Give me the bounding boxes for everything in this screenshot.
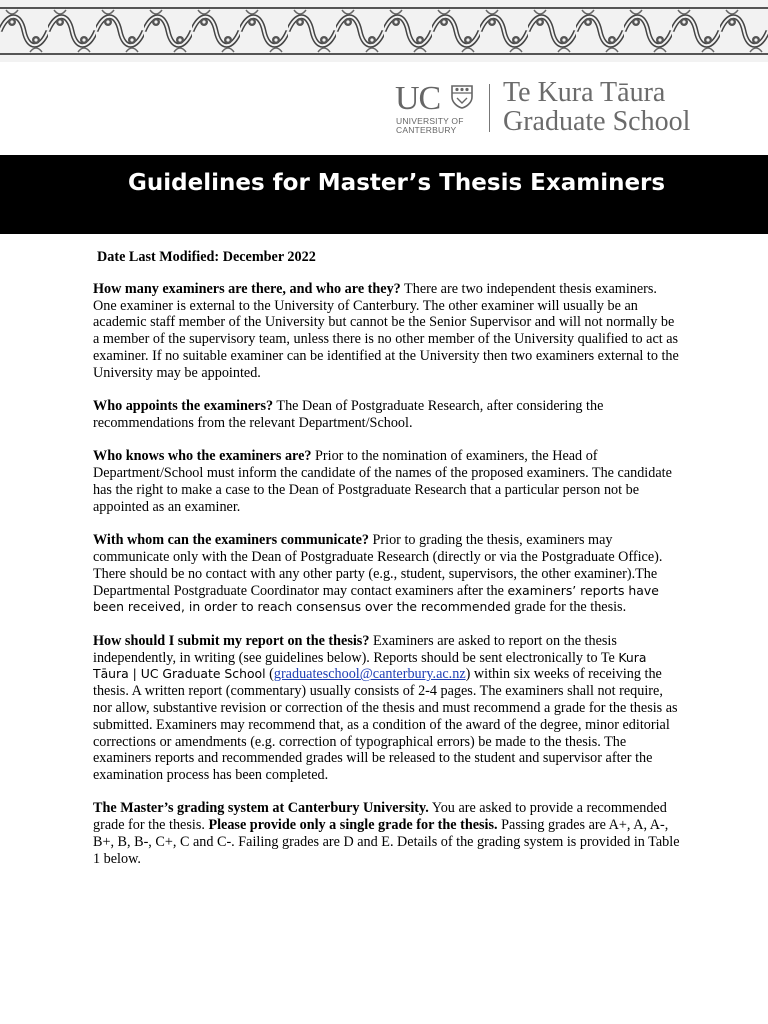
uc-logo-subtitle-1: UNIVERSITY OF — [396, 116, 464, 126]
section-communicate — [93, 532, 681, 616]
answer-text: ) within six weeks of receiving the thesis. A written report (commentary) usually consists of 2-4 pages. The examiners shall not require, nor allow, substantive revision or correction of the thesis and must recommend a grade for the thesis as submitted. Examiners may recommend that, as a condition of the award of the degree, minor editorial corrections or amendments (e.g. correction of typographical errors) be made to the thesis. The examiners reports and recommended grades will be released to the student and supervisor after the examination process has been completed. — [93, 666, 678, 784]
answer-text: Prior to grading the thesis, examiners may communicate only with the Dean of Postgraduate Research (directly or via the Postgraduate Office). There should be no contact with any other party (e.g., student, supervisors, the other examiner).The Departmental Postgraduate Coordinator may contact examiners after the — [93, 532, 663, 599]
logo-divider — [489, 84, 490, 132]
graduate-school-email-link[interactable]: graduateschool@canterbury.ac.nz — [273, 666, 466, 683]
uc-logo-subtitle-2: CANTERBURY — [396, 125, 457, 135]
date-last-modified: Date Last Modified: December 2022 — [97, 249, 316, 265]
question-heading: Who knows who the examiners are? — [93, 448, 312, 465]
kowhaiwhai-pattern — [0, 0, 768, 62]
section-submit-report — [93, 633, 681, 784]
section-who-knows — [93, 448, 681, 515]
logo-header — [0, 62, 768, 154]
question-heading: With whom can the examiners communicate? — [93, 532, 369, 549]
question-heading: The Master’s grading system at Canterbury University. — [93, 800, 429, 817]
section-how-many-examiners — [93, 281, 681, 382]
answer-text: The Dean of Postgraduate Research, after considering the recommendations from the relevant Department/School. — [93, 398, 604, 431]
single-grade-instruction: Please provide only a single grade for the thesis. — [208, 817, 498, 834]
answer-text: ( — [265, 666, 274, 683]
answer-text: You are asked to provide a recommended grade for the thesis. — [93, 800, 667, 834]
answer-text-sans: examiners’ reports have been received, in order to reach consensus over the recommended — [93, 582, 659, 615]
question-heading: How many examiners are there, and who are they? — [93, 280, 401, 297]
answer-text: Prior to the nomination of examiners, the Head of Department/School must inform the candidate of the names of the proposed examiners. The candidate has the right to make a case to the Dean of Postgraduate Research that a particular person not be appointed as an examiner. — [93, 448, 672, 515]
answer-text: Passing grades are A+, A, A-, B+, B, B-, C+, C and C-. Failing grades are D and E. Details of the grading system is provided in Table 1 below. — [93, 817, 680, 867]
uc-logo-letters: UC — [395, 80, 441, 117]
question-heading: Who appoints the examiners? — [93, 398, 274, 415]
section-who-appoints — [93, 398, 681, 432]
question-heading: How should I submit my report on the thesis? — [93, 632, 370, 649]
uc-logo — [395, 82, 485, 134]
answer-text: There are two independent thesis examiners. One examiner is external to the University of Canterbury. The other examiner will usually be an academic staff member of the University but cannot be the Senior Supervisor and will not normally be a member of the supervisory team, unless there is no other member of the University qualified to act as examiner. If no suitable examiner can be identified at the University then two examiners external to the University may be appointed. — [93, 280, 679, 381]
document-title: Guidelines for Master’s Thesis Examiners — [128, 170, 666, 196]
school-name-line-2: Graduate School — [503, 106, 691, 137]
section-grading-system — [93, 800, 681, 867]
school-name-line-1: Te Kura Tāura — [503, 77, 666, 108]
document-body — [93, 249, 681, 884]
title-banner — [0, 155, 768, 234]
decorative-pattern-band — [0, 0, 768, 62]
answer-text: Examiners are asked to report on the thesis independently, in writing (see guidelines below). Reports should be sent electronically to Te — [93, 632, 619, 666]
crest-icon — [451, 85, 473, 109]
answer-text: grade for the thesis. — [510, 599, 627, 616]
graduate-school-name: Kura Tāura | UC Graduate School — [93, 649, 647, 682]
